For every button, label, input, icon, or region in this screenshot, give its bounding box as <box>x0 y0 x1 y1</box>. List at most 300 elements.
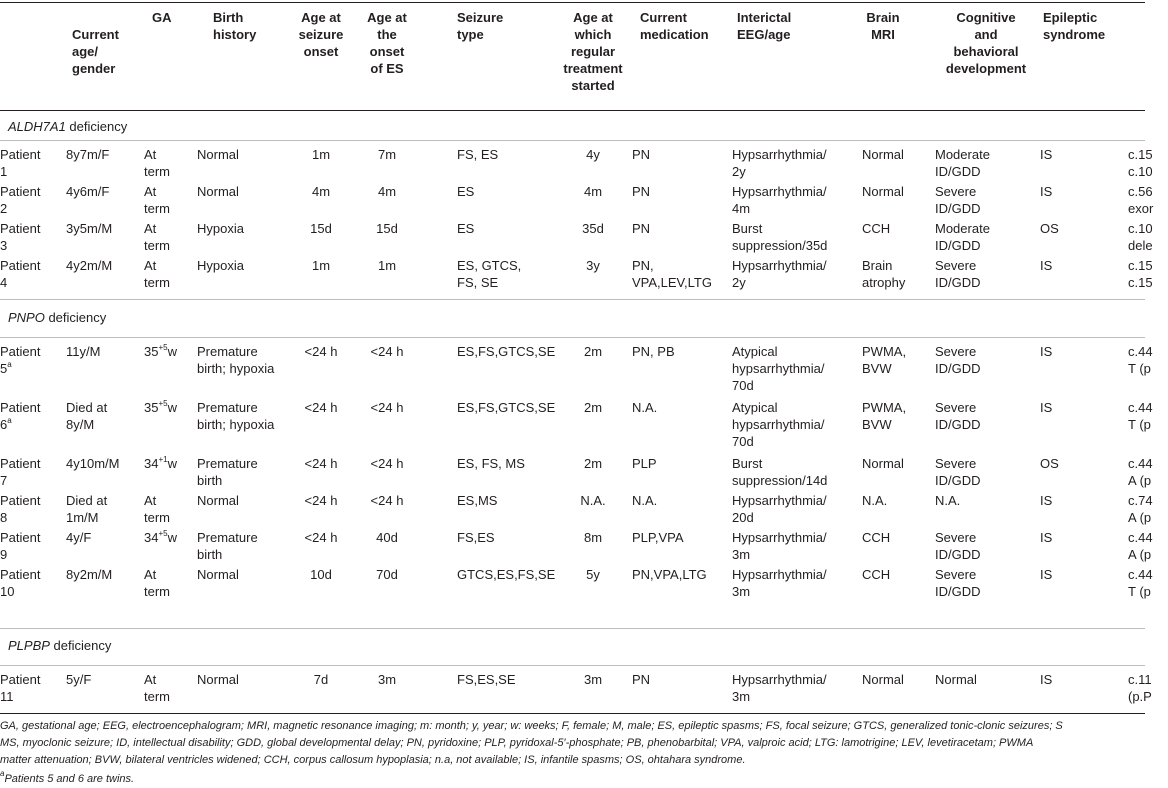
cell-birth <box>197 360 287 377</box>
cell-text: Premature <box>197 400 258 415</box>
cell-ga <box>144 183 204 200</box>
cell-text: 1m <box>311 258 331 273</box>
cell-text: Premature <box>197 530 258 545</box>
cell-text: 9 <box>0 547 8 562</box>
cell-syn <box>1040 566 1090 583</box>
cell-text: hypsarrhythmia/ <box>732 361 825 376</box>
cell-text: c.44 <box>1128 400 1153 415</box>
group-heading <box>8 118 127 135</box>
cell-text: term <box>144 689 170 704</box>
cell-text: 5 <box>0 361 8 376</box>
cell-age <box>66 492 146 509</box>
cell-gene <box>1128 146 1168 163</box>
cell-text: 4y2m/M <box>66 258 113 273</box>
cell-ga <box>144 399 204 416</box>
cell-text: 2y <box>732 164 746 179</box>
cell-eeg <box>732 163 857 180</box>
cell-text: 2m <box>583 400 603 415</box>
cell-gene <box>1128 455 1168 472</box>
cell-onset <box>291 566 351 583</box>
cell-eeg <box>732 529 857 546</box>
cell-text: ID/GDD <box>935 547 981 562</box>
cell-text: 1m/M <box>66 510 99 525</box>
cell-cog <box>935 416 1035 433</box>
cell-text: 4m <box>583 184 603 199</box>
row-divider <box>0 337 1145 338</box>
column-header-7: medication <box>640 27 709 42</box>
column-header-6: started <box>571 78 615 93</box>
cell-text: PN <box>632 184 651 199</box>
cell-text: N.A. <box>632 400 658 415</box>
cell-text: ES, GTCS, <box>457 258 522 273</box>
cell-text: Burst <box>732 456 763 471</box>
cell-cog <box>935 200 1035 217</box>
cell-mri <box>862 399 932 416</box>
cell-patient <box>0 688 64 705</box>
cell-eeg <box>732 183 857 200</box>
cell-text: ID/GDD <box>935 275 981 290</box>
cell-text: CCH <box>862 567 891 582</box>
cell-birth <box>197 257 287 274</box>
cell-text: IS <box>1040 344 1053 359</box>
cell-eeg <box>732 377 857 394</box>
cell-patient <box>0 583 64 600</box>
cell-text: 20d <box>732 510 754 525</box>
cell-text: atrophy <box>862 275 906 290</box>
cell-text: ID/GDD <box>935 417 981 432</box>
cell-text: Moderate <box>935 221 990 236</box>
cell-ga <box>144 146 204 163</box>
cell-eeg <box>732 472 857 489</box>
cell-eeg <box>732 583 857 600</box>
cell-onset <box>291 343 351 360</box>
ga-days-sup: +5 <box>158 343 168 352</box>
cell-patient <box>0 671 64 688</box>
cell-text: Severe <box>935 258 977 273</box>
cell-patient <box>0 274 64 291</box>
footnote-marker: a <box>0 769 5 778</box>
cell-text: <24 h <box>370 493 404 508</box>
column-header-1: GA <box>152 10 172 25</box>
cell-text: Hypsarrhythmia/ <box>732 147 827 162</box>
cell-seizure <box>457 399 557 416</box>
cell-text: 3m <box>583 672 603 687</box>
cell-med <box>632 257 732 274</box>
cell-text: ID/GDD <box>935 584 981 599</box>
column-header-10: and <box>974 27 998 42</box>
cell-text: 6 <box>0 417 8 432</box>
cell-text: IS <box>1040 530 1053 545</box>
cell-cog <box>935 146 1035 163</box>
column-header-11: Epileptic <box>1043 10 1098 25</box>
cell-text: term <box>144 275 170 290</box>
cell-ga <box>144 583 204 600</box>
cell-birth <box>197 183 287 200</box>
cell-treat <box>560 343 626 360</box>
cell-patient <box>0 237 64 254</box>
cell-text: c.11 <box>1128 672 1152 687</box>
cell-age <box>66 146 146 163</box>
row-divider <box>0 665 1145 666</box>
cell-text: IS <box>1040 184 1053 199</box>
cell-gene <box>1128 583 1168 600</box>
footnote-twins <box>0 771 134 788</box>
cell-eeg <box>732 509 857 526</box>
cell-text: 70d <box>732 378 754 393</box>
gene-name: PNPO <box>8 310 45 325</box>
cell-text: Patient <box>0 221 41 236</box>
cell-text: <24 h <box>370 344 404 359</box>
cell-text: Normal <box>197 567 239 582</box>
cell-text: Hypoxia <box>197 258 244 273</box>
cell-text: Normal <box>197 493 239 508</box>
cell-text: 1m <box>377 258 397 273</box>
cell-med <box>632 183 732 200</box>
cell-patient <box>0 472 64 489</box>
cell-gene <box>1128 343 1168 360</box>
cell-onset <box>291 257 351 274</box>
cell-patient <box>0 529 64 546</box>
row-divider <box>0 713 1145 714</box>
cell-text: Patient <box>0 567 41 582</box>
cell-text: 3y <box>586 258 600 273</box>
cell-med <box>632 274 732 291</box>
cell-es <box>360 455 414 472</box>
cell-mri <box>862 146 932 163</box>
group-suffix: deficiency <box>44 310 107 325</box>
cell-text: Severe <box>935 530 977 545</box>
cell-text: T (p <box>1128 417 1151 432</box>
cell-text: 70d <box>732 434 754 449</box>
cell-gene <box>1128 492 1168 509</box>
cell-eeg <box>732 433 857 450</box>
cell-birth <box>197 455 287 472</box>
ga-weeks-unit: w <box>167 344 177 359</box>
cell-text: Severe <box>935 567 977 582</box>
cell-text: 3m <box>732 547 751 562</box>
cell-text: FS,ES,SE <box>457 672 516 687</box>
column-header-7: Current <box>640 10 687 25</box>
cell-seizure <box>457 566 557 583</box>
cell-text: BVW <box>862 417 892 432</box>
cell-age <box>66 399 146 416</box>
cell-cog <box>935 583 1035 600</box>
cell-text: 11y/M <box>66 344 101 359</box>
cell-onset <box>291 220 351 237</box>
cell-seizure <box>457 529 557 546</box>
cell-cog <box>935 220 1035 237</box>
cell-eeg <box>732 399 857 416</box>
cell-med <box>632 671 732 688</box>
cell-text: PN, <box>632 258 654 273</box>
cell-ga <box>144 257 204 274</box>
cell-cog <box>935 455 1035 472</box>
cell-seizure <box>457 274 557 291</box>
cell-text: At <box>144 147 157 162</box>
cell-text: Died at <box>66 400 108 415</box>
cell-text: <24 h <box>304 493 338 508</box>
cell-text: 4y <box>586 147 600 162</box>
cell-text: 5y <box>586 567 600 582</box>
cell-text: 4y/F <box>66 530 92 545</box>
cell-syn <box>1040 146 1090 163</box>
cell-text: ID/GDD <box>935 473 981 488</box>
cell-patient <box>0 257 64 274</box>
cell-text: 8 <box>0 510 8 525</box>
cell-onset <box>291 529 351 546</box>
cell-text: VPA,LEV,LTG <box>632 275 712 290</box>
cell-ga <box>144 163 204 180</box>
cell-text: 35 <box>144 344 159 359</box>
column-header-2: Birth <box>213 10 244 25</box>
cell-text: 2y <box>732 275 746 290</box>
cell-onset <box>291 671 351 688</box>
cell-es <box>360 257 414 274</box>
cell-text: OS <box>1040 456 1059 471</box>
cell-text: ID/GDD <box>935 164 981 179</box>
gene-name: ALDH7A1 <box>8 119 66 134</box>
cell-patient <box>0 546 64 563</box>
cell-ga <box>144 509 204 526</box>
cell-seizure <box>457 183 557 200</box>
cell-mri <box>862 343 932 360</box>
cell-text: T (p <box>1128 361 1151 376</box>
cell-text: 2m <box>583 456 603 471</box>
cell-text: Normal <box>935 672 977 687</box>
cell-patient <box>0 220 64 237</box>
cell-ga <box>144 200 204 217</box>
cell-text: At <box>144 493 157 508</box>
cell-treat <box>560 399 626 416</box>
cell-age <box>66 183 146 200</box>
cell-text: Hypsarrhythmia/ <box>732 567 827 582</box>
column-header-9: Brain <box>866 10 900 25</box>
cell-text: Patient <box>0 344 41 359</box>
cell-text: Brain <box>862 258 893 273</box>
cell-patient <box>0 360 64 377</box>
footnote-twins-text: Patients 5 and 6 are twins. <box>4 773 135 785</box>
cell-birth <box>197 546 287 563</box>
cell-birth <box>197 220 287 237</box>
cell-cog <box>935 472 1035 489</box>
cell-mri <box>862 492 932 509</box>
cell-cog <box>935 671 1035 688</box>
cell-text: At <box>144 221 157 236</box>
cell-cog <box>935 566 1035 583</box>
cell-cog <box>935 360 1035 377</box>
cell-gene <box>1128 220 1168 237</box>
group-heading <box>8 637 111 654</box>
cell-text: 34 <box>144 456 159 471</box>
cell-eeg <box>732 688 857 705</box>
cell-text: Hypsarrhythmia/ <box>732 184 827 199</box>
cell-text: Normal <box>197 147 239 162</box>
cell-text: Severe <box>935 344 977 359</box>
cell-text: 8y7m/F <box>66 147 110 162</box>
cell-eeg <box>732 455 857 472</box>
cell-syn <box>1040 671 1090 688</box>
cell-mri <box>862 529 932 546</box>
cell-mri <box>862 455 932 472</box>
cell-gene <box>1128 399 1168 416</box>
cell-text: At <box>144 672 157 687</box>
cell-age <box>66 529 146 546</box>
cell-es <box>360 492 414 509</box>
column-header-0: gender <box>72 61 116 76</box>
cell-patient <box>0 455 64 472</box>
cell-text: IS <box>1040 400 1053 415</box>
ga-days-sup: +1 <box>158 455 168 464</box>
cell-text: BVW <box>862 361 892 376</box>
gene-name: PLPBP <box>8 638 50 653</box>
column-header-8: EEG/age <box>737 27 791 42</box>
cell-ga <box>144 492 204 509</box>
cell-text: FS,ES <box>457 530 495 545</box>
cell-text: birth; hypoxia <box>197 361 275 376</box>
cell-patient <box>0 163 64 180</box>
cell-text: 4 <box>0 275 8 290</box>
cell-text: At <box>144 184 157 199</box>
cell-ga <box>144 529 204 546</box>
cell-text: 10d <box>310 567 332 582</box>
cell-birth <box>197 416 287 433</box>
cell-age <box>66 220 146 237</box>
cell-seizure <box>457 492 557 509</box>
cell-syn <box>1040 455 1090 472</box>
cell-cog <box>935 343 1035 360</box>
cell-text: Hypsarrhythmia/ <box>732 530 827 545</box>
cell-seizure <box>457 257 557 274</box>
cell-birth <box>197 343 287 360</box>
cell-onset <box>291 399 351 416</box>
cell-cog <box>935 163 1035 180</box>
row-divider <box>0 2 1145 3</box>
cell-text: 8y/M <box>66 417 95 432</box>
cell-syn <box>1040 399 1090 416</box>
cell-text: 5y/F <box>66 672 92 687</box>
cell-patient <box>0 492 64 509</box>
cell-gene <box>1128 237 1168 254</box>
cell-mri <box>862 566 932 583</box>
cell-patient <box>0 146 64 163</box>
cell-text: term <box>144 584 170 599</box>
cell-mri <box>862 416 932 433</box>
cell-syn <box>1040 492 1090 509</box>
cell-text: 4m <box>377 184 397 199</box>
cell-text: ID/GDD <box>935 201 981 216</box>
cell-patient <box>0 566 64 583</box>
cell-text: 2 <box>0 201 8 216</box>
cell-gene <box>1128 546 1168 563</box>
cell-text: PWMA, <box>862 344 907 359</box>
cell-text: 11 <box>0 689 14 704</box>
twin-marker: a <box>7 416 12 425</box>
cell-text: 4m <box>732 201 751 216</box>
cell-syn <box>1040 220 1090 237</box>
cell-text: 15d <box>376 221 398 236</box>
cell-gene <box>1128 274 1168 291</box>
cell-gene <box>1128 416 1168 433</box>
cell-onset <box>291 492 351 509</box>
cell-text: 8m <box>583 530 603 545</box>
cell-gene <box>1128 472 1168 489</box>
cell-text: 7m <box>377 147 397 162</box>
cell-med <box>632 220 732 237</box>
cell-text: 10 <box>0 584 15 599</box>
cell-text: Normal <box>197 184 239 199</box>
cell-birth <box>197 399 287 416</box>
cell-text: 40d <box>376 530 398 545</box>
column-header-4: the <box>377 27 397 42</box>
column-header-10: Cognitive <box>956 10 1016 25</box>
cell-eeg <box>732 237 857 254</box>
column-header-0: Current <box>72 27 119 42</box>
cell-onset <box>291 146 351 163</box>
cell-es <box>360 671 414 688</box>
row-divider <box>0 140 1145 141</box>
cell-text: Patient <box>0 456 41 471</box>
cell-text: 15d <box>310 221 332 236</box>
cell-ga <box>144 566 204 583</box>
cell-text: IS <box>1040 567 1053 582</box>
column-header-4: onset <box>369 44 405 59</box>
cell-ga <box>144 671 204 688</box>
column-header-6: regular <box>570 44 616 59</box>
group-suffix: deficiency <box>49 638 112 653</box>
cell-text: suppression/14d <box>732 473 828 488</box>
cell-text: term <box>144 510 170 525</box>
cell-age <box>66 509 146 526</box>
cell-text: PN <box>632 221 651 236</box>
column-header-3: Age at <box>301 10 341 25</box>
cell-gene <box>1128 360 1168 377</box>
cell-text: Hypsarrhythmia/ <box>732 672 827 687</box>
cell-treat <box>560 146 626 163</box>
cell-birth <box>197 671 287 688</box>
footnote-abbreviations: GA, gestational age; EEG, electroencephalogram; MRI, magnetic resonance imaging; m: month; y, year; w: weeks; F, female; M, male; ES, epileptic spasms; FS, focal seizure; GTCS, generalized tonic-clonic seizures; S <box>0 720 1063 732</box>
cell-text: c.15 <box>1128 275 1153 290</box>
cell-text: Hypsarrhythmia/ <box>732 258 827 273</box>
cell-text: 35 <box>144 400 159 415</box>
cell-text: 7 <box>0 473 8 488</box>
cell-treat <box>560 566 626 583</box>
cell-text: <24 h <box>370 400 404 415</box>
cell-seizure <box>457 343 557 360</box>
row-divider <box>0 110 1145 111</box>
group-heading <box>8 309 106 326</box>
cell-med <box>632 529 732 546</box>
cell-eeg <box>732 220 857 237</box>
cell-text: 4y10m/M <box>66 456 120 471</box>
cell-eeg <box>732 671 857 688</box>
cell-text: Patient <box>0 258 41 273</box>
cell-patient <box>0 509 64 526</box>
cell-text: c.44 <box>1128 530 1153 545</box>
cell-cog <box>935 546 1035 563</box>
cell-text: 7d <box>313 672 329 687</box>
cell-text: Severe <box>935 184 977 199</box>
cell-patient <box>0 183 64 200</box>
cell-text: (p.P <box>1128 689 1152 704</box>
cell-birth <box>197 146 287 163</box>
cell-mri <box>862 274 932 291</box>
cell-cog <box>935 274 1035 291</box>
cell-age <box>66 416 146 433</box>
cell-text: birth <box>197 547 223 562</box>
cell-text: c.44 <box>1128 344 1153 359</box>
cell-text: T (p <box>1128 584 1151 599</box>
cell-gene <box>1128 257 1168 274</box>
